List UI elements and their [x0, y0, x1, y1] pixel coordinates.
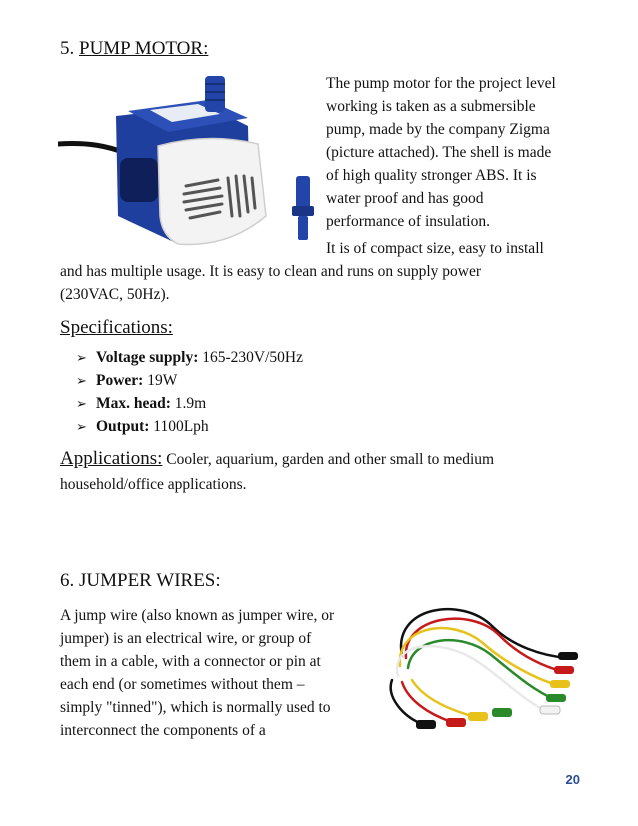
text-line: each end (or sometimes without them –	[60, 676, 305, 693]
arrow-bullet-icon: ➢	[76, 420, 87, 435]
text-line: of high quality stronger ABS. It is	[326, 167, 537, 184]
spec-label: Voltage supply:	[96, 349, 199, 366]
text-line: water proof and has good	[326, 190, 484, 207]
spec-label: Max. head:	[96, 395, 171, 412]
specifications-list	[76, 346, 303, 438]
spec-value: 1.9m	[170, 395, 207, 412]
section-heading-pump-motor	[60, 38, 208, 60]
list-item	[76, 392, 303, 415]
applications-text: Cooler, aquarium, garden and other small to medium	[162, 451, 495, 468]
applications-heading: Applications:	[60, 448, 163, 469]
text-line: working is taken as a submersible	[326, 98, 536, 115]
spec-label: Output:	[96, 418, 150, 435]
text-line: performance of insulation.	[326, 213, 490, 230]
jumper-wires-image	[372, 596, 580, 746]
spec-value: 19W	[143, 372, 178, 389]
text-line: simply "tinned"), which is normally used to	[60, 699, 331, 716]
list-item	[76, 346, 303, 369]
text-line: pump, made by the company Zigma	[326, 121, 550, 138]
applications-line	[60, 448, 494, 470]
submersible-pump-image	[58, 66, 318, 256]
specifications-heading: Specifications:	[60, 317, 173, 338]
text-line: (230VAC, 50Hz).	[60, 286, 170, 303]
text-line: them in a cable, with a connector or pin at	[60, 653, 321, 670]
list-item	[76, 369, 303, 392]
spec-label: Power:	[96, 372, 144, 389]
spec-value: 165-230V/50Hz	[198, 349, 303, 366]
list-item	[76, 415, 303, 438]
text-line: The pump motor for the project level	[326, 75, 556, 92]
section-title: PUMP MOTOR:	[79, 38, 209, 59]
arrow-bullet-icon: ➢	[76, 397, 87, 412]
text-line: A jump wire (also known as jumper wire, or	[60, 607, 335, 624]
arrow-bullet-icon: ➢	[76, 374, 87, 389]
text-line: jumper) is an electrical wire, or group of	[60, 630, 312, 647]
spec-value: 1100Lph	[149, 418, 209, 435]
text-line: household/office applications.	[60, 476, 247, 493]
text-line: and has multiple usage. It is easy to clean and runs on supply power	[60, 263, 481, 280]
text-line: It is of compact size, easy to install	[326, 240, 544, 257]
text-line: (picture attached). The shell is made	[326, 144, 552, 161]
page-number: 20	[565, 772, 580, 787]
section-heading-jumper-wires: 6. JUMPER WIRES:	[60, 570, 221, 591]
section-number: 5.	[60, 38, 79, 59]
arrow-bullet-icon: ➢	[76, 351, 87, 366]
text-line: interconnect the components of a	[60, 722, 266, 739]
